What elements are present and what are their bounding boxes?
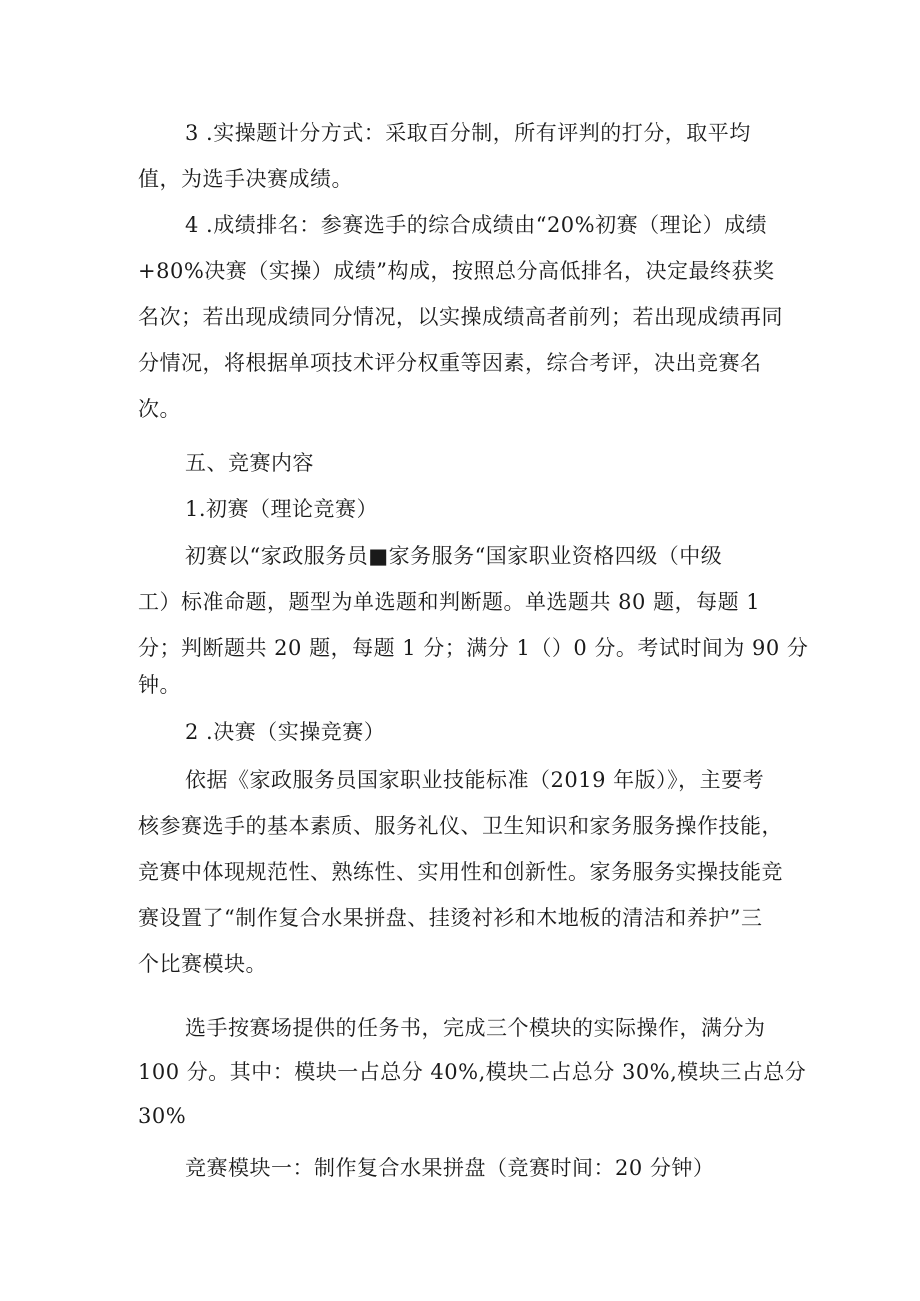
p4-line4: 分情况，将根据单项技术评分权重等因素，综合考评，决出竞赛名 xyxy=(138,351,762,375)
sub1-body-line4: 钟。 xyxy=(138,673,181,697)
sub2-body-line4: 赛设置了“制作复合水果拼盘、挂烫衬衫和木地板的清洁和养护”三 xyxy=(138,906,763,930)
sub1-title: 1.初赛（理论竞赛） xyxy=(185,497,379,521)
section5-title: 五、竞赛内容 xyxy=(185,451,314,475)
sub1-body-line2: 工）标准命题，题型为单选题和判断题。单选题共 80 题，每题 1 xyxy=(138,590,761,614)
sub2-body-line2: 核参赛选手的基本素质、服务礼仪、卫生知识和家务服务操作技能， xyxy=(138,814,783,838)
sub1-body-line3: 分；判断题共 20 题，每题 1 分；满分 1（）0 分。考试时间为 90 分 xyxy=(138,636,809,660)
sub1-body-line1: 初赛以“家政服务员■家务服务“国家职业资格四级（中级 xyxy=(185,544,723,568)
p3-line2: 值，为选手决赛成绩。 xyxy=(138,167,353,191)
scoring-line2: 100 分。其中：模块一占总分 40%,模块二占总分 30%,模块三占总分 xyxy=(138,1060,807,1084)
p3-line1: 3 .实操题计分方式：采取百分制，所有评判的打分，取平均 xyxy=(185,121,751,145)
sub2-body-line3: 竞赛中体现规范性、熟练性、实用性和创新性。家务服务实操技能竞 xyxy=(138,860,783,884)
p4-line5: 次。 xyxy=(138,397,181,421)
p4-line2: +80%决赛（实操）成绩”构成，按照总分高低排名，决定最终获奖 xyxy=(138,259,775,283)
sub2-title: 2 .决赛（实操竞赛） xyxy=(185,720,386,744)
sub2-body-line1: 依据《家政服务员国家职业技能标准（2019 年版）》，主要考 xyxy=(185,768,765,792)
scoring-line1: 选手按赛场提供的任务书，完成三个模块的实际操作，满分为 xyxy=(185,1016,766,1040)
p4-line3: 名次；若出现成绩同分情况，以实操成绩高者前列；若出现成绩再同 xyxy=(138,305,783,329)
scoring-line3: 30% xyxy=(138,1104,187,1128)
module1-title: 竞赛模块一：制作复合水果拼盘（竞赛时间：20 分钟） xyxy=(185,1156,715,1180)
p4-line1: 4 .成绩排名：参赛选手的综合成绩由“20%初赛（理论）成绩 xyxy=(185,213,768,237)
sub2-body-line5: 个比赛模块。 xyxy=(138,952,267,976)
